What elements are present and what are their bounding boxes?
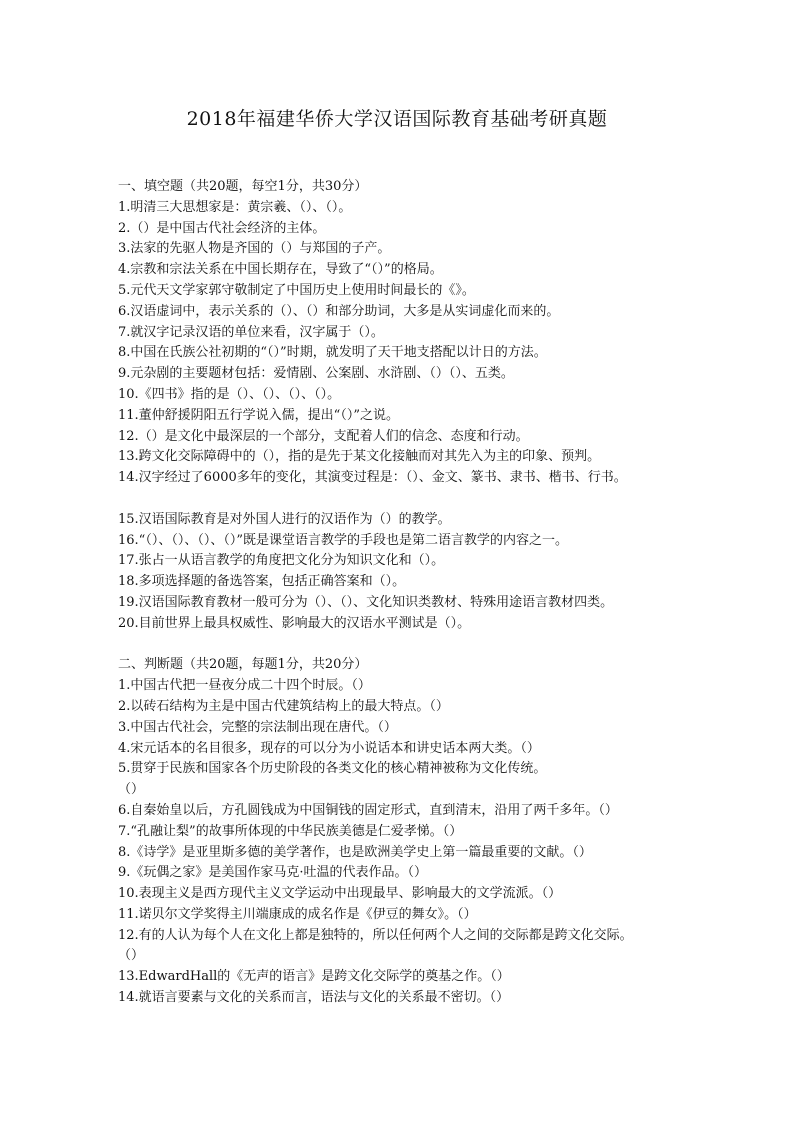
question-line: 2.（）是中国古代社会经济的主体。	[118, 220, 326, 236]
question-line: 12.（）是文化中最深层的一个部分，支配着人们的信念、态度和行动。	[118, 428, 529, 444]
question-line: 14.就语言要素与文化的关系而言，语法与文化的关系最不密切。（）	[118, 990, 510, 1006]
question-line: 13.EdwardHall的《无声的语言》是跨文化交际学的奠基之作。（）	[118, 969, 510, 985]
question-line: 10.表现主义是西方现代主义文学运动中出现最早、影响最大的文学流派。（）	[118, 886, 562, 902]
question-line: 4.宗教和宗法关系在中国长期存在，导致了“（）”的格局。	[118, 262, 443, 278]
question-line: 10.《四书》指的是（）、（）、（）、（）。	[118, 386, 341, 402]
question-line: 2.以砖石结构为主是中国古代建筑结构上的最大特点。（）	[118, 698, 449, 714]
question-line: 6.自秦始皇以后，方孔圆钱成为中国铜钱的固定形式，直到清末，沿用了两千多年。（）	[118, 802, 618, 818]
question-line: （）	[118, 782, 145, 798]
question-line: 12.有的人认为每个人在文化上都是独特的，所以任何两个人之间的交际都是跨文化交际。	[118, 927, 633, 943]
question-line: 3.中国古代社会，完整的宗法制出现在唐代。（）	[118, 719, 397, 735]
question-line: 6.汉语虚词中，表示关系的（）、（）和部分助词，大多是从实词虚化而来的。	[118, 303, 560, 319]
question-line: 11.董仲舒援阴阳五行学说入儒，提出“（）”之说。	[118, 407, 399, 423]
question-line: 16.“（）、（）、（）、（）”既是课堂语言教学的手段也是第二语言教学的内容之一。	[118, 532, 568, 548]
question-line: 1.明清三大思想家是：黄宗羲、（）、（）。	[118, 199, 352, 215]
question-line: 3.法家的先驱人物是齐国的（）与郑国的子产。	[118, 241, 391, 257]
spacer	[118, 635, 758, 656]
question-line: 11.诺贝尔文学奖得主川端康成的成名作是《伊豆的舞女》。（）	[118, 906, 477, 922]
question-line: 1.中国古代把一昼夜分成二十四个时辰。（）	[118, 678, 371, 694]
question-line: 17.张占一从语言教学的角度把文化分为知识文化和（）。	[118, 553, 445, 569]
question-line: 9.元杂剧的主要题材包括：爱情剧、公案剧、水浒剧、（）（）、五类。	[118, 366, 514, 382]
question-line: 15.汉语国际教育是对外国人进行的汉语作为（）的教学。	[118, 511, 451, 527]
question-line: 14.汉字经过了6000多年的变化，其演变过程是：（）、金文、篆书、隶书、楷书、行书。	[118, 470, 627, 486]
section-heading-true-false: 二、判断题（共20题，每题1分，共20分）	[118, 657, 368, 673]
question-line: 7.就汉字记录汉语的单位来看，汉字属于（）。	[118, 324, 384, 340]
question-line: 18.多项选择题的备选答案，包括正确答案和（）。	[118, 574, 406, 590]
question-line: 4.宋元话本的名目很多，现存的可以分为小说话本和讲史话本两大类。（）	[118, 740, 540, 756]
question-line: 9.《玩偶之家》是美国作家马克·吐温的代表作品。（）	[118, 865, 428, 881]
question-line: 19.汉语国际教育教材一般可分为（）、（）、文化知识类教材、特殊用途语言教材四类。	[118, 594, 614, 610]
question-line: 13.跨文化交际障碍中的（），指的是先于某文化接触而对其先入为主的印象、预判。	[118, 449, 601, 465]
question-line: 8.《诗学》是亚里斯多德的美学著作，也是欧洲美学史上第一篇最重要的文献。（）	[118, 844, 592, 860]
question-line: 5.元代天文学家郭守敬制定了中国历史上使用时间最长的《》。	[118, 282, 475, 298]
fill-blank-questions-part2	[118, 510, 758, 635]
spacer	[118, 489, 758, 510]
document-body	[118, 177, 758, 1009]
question-line: 5.贯穿于民族和国家各个历史阶段的各类文化的核心精神被称为文化传统。	[118, 761, 547, 777]
question-line: （）	[118, 948, 145, 964]
question-line: 8.中国在氏族公社初期的“（）”时期，就发明了天干地支搭配以计日的方法。	[118, 345, 547, 361]
fill-blank-questions-part1	[118, 198, 758, 489]
page-title: 2018年福建华侨大学汉语国际教育基础考研真题	[186, 108, 608, 130]
question-line: 20.目前世界上最具权威性、影响最大的汉语水平测试是（）。	[118, 615, 471, 631]
section-heading-fill-blank: 一、填空题（共20题，每空1分，共30分）	[118, 179, 368, 194]
question-line: 7.“孔融让梨”的故事所体现的中华民族美德是仁爱孝悌。（）	[118, 823, 463, 839]
true-false-questions	[118, 676, 758, 1009]
